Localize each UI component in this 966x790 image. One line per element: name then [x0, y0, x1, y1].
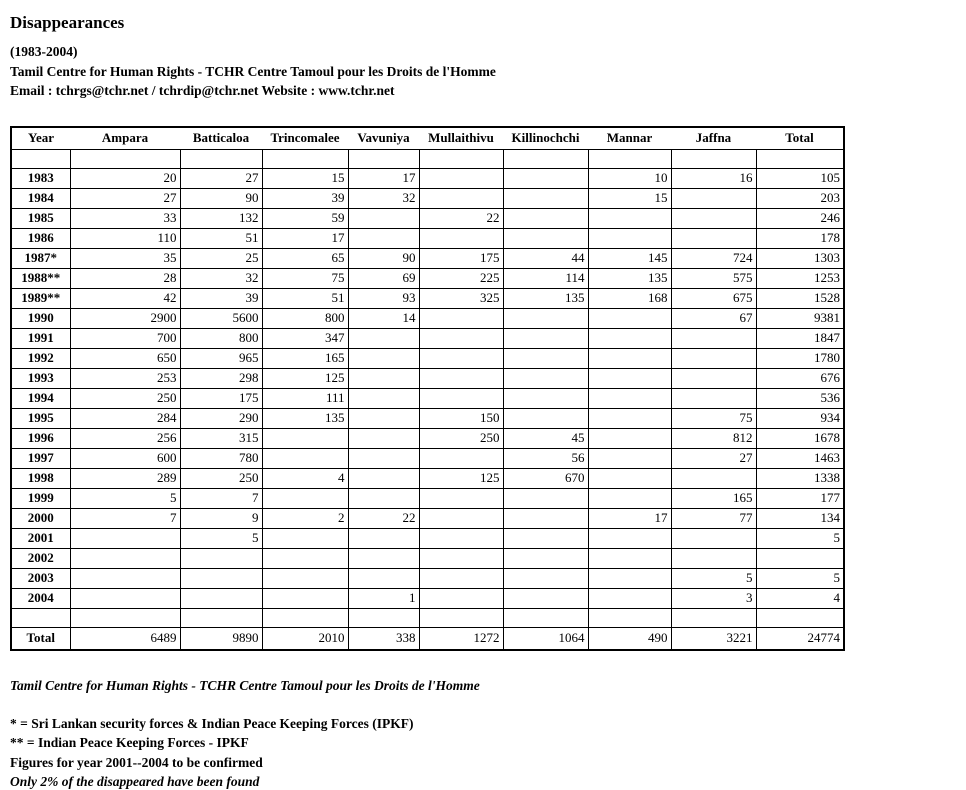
spacer-cell: [11, 608, 70, 627]
cell-trincomalee: [262, 528, 348, 548]
cell-vavuniya: 69: [348, 268, 419, 288]
cell-batticaloa: 5600: [180, 308, 262, 328]
total-cell-batticaloa: 9890: [180, 627, 262, 650]
cell-ampara: 110: [70, 228, 180, 248]
cell-jaffna: 27: [671, 448, 756, 468]
cell-mannar: 145: [588, 248, 671, 268]
cell-batticaloa: 51: [180, 228, 262, 248]
cell-batticaloa: [180, 548, 262, 568]
table-row: [11, 508, 844, 528]
cell-trincomalee: [262, 548, 348, 568]
cell-trincomalee: [262, 568, 348, 588]
spacer-cell: [419, 149, 503, 168]
cell-batticaloa: 5: [180, 528, 262, 548]
table-row: [11, 408, 844, 428]
cell-mullaithivu: [419, 568, 503, 588]
cell-trincomalee: [262, 488, 348, 508]
cell-batticaloa: 39: [180, 288, 262, 308]
cell-killinochchi: 135: [503, 288, 588, 308]
year-cell: 1985: [11, 208, 70, 228]
cell-jaffna: [671, 388, 756, 408]
cell-vavuniya: 14: [348, 308, 419, 328]
cell-vavuniya: [348, 528, 419, 548]
cell-jaffna: [671, 208, 756, 228]
cell-vavuniya: [348, 208, 419, 228]
cell-vavuniya: 93: [348, 288, 419, 308]
spacer-cell: [756, 149, 844, 168]
cell-mullaithivu: [419, 388, 503, 408]
year-cell: 1998: [11, 468, 70, 488]
cell-trincomalee: 39: [262, 188, 348, 208]
cell-mullaithivu: 175: [419, 248, 503, 268]
year-cell: 1987*: [11, 248, 70, 268]
cell-vavuniya: 32: [348, 188, 419, 208]
cell-total: 5: [756, 528, 844, 548]
cell-total: 105: [756, 168, 844, 188]
cell-killinochchi: [503, 348, 588, 368]
cell-total: 246: [756, 208, 844, 228]
cell-batticaloa: 965: [180, 348, 262, 368]
column-header-killinochchi: Killinochchi: [503, 127, 588, 150]
cell-vavuniya: [348, 448, 419, 468]
cell-vavuniya: [348, 228, 419, 248]
year-cell: 1988**: [11, 268, 70, 288]
cell-mannar: [588, 228, 671, 248]
cell-killinochchi: 45: [503, 428, 588, 448]
cell-mannar: [588, 408, 671, 428]
cell-mullaithivu: 22: [419, 208, 503, 228]
table-row: [11, 308, 844, 328]
cell-total: 5: [756, 568, 844, 588]
cell-batticaloa: 90: [180, 188, 262, 208]
cell-killinochchi: [503, 548, 588, 568]
cell-total: [756, 548, 844, 568]
cell-trincomalee: 15: [262, 168, 348, 188]
footnote-star: * = Sri Lankan security forces & Indian Peace Keeping Forces (IPKF): [10, 715, 414, 731]
year-cell: 2002: [11, 548, 70, 568]
cell-batticaloa: 9: [180, 508, 262, 528]
cell-vavuniya: [348, 348, 419, 368]
table-row: [11, 208, 844, 228]
spacer-cell: [180, 608, 262, 627]
year-cell: 1996: [11, 428, 70, 448]
cell-total: 1780: [756, 348, 844, 368]
total-cell-vavuniya: 338: [348, 627, 419, 650]
cell-batticaloa: 780: [180, 448, 262, 468]
cell-jaffna: [671, 528, 756, 548]
cell-total: 676: [756, 368, 844, 388]
cell-killinochchi: [503, 168, 588, 188]
cell-total: 4: [756, 588, 844, 608]
cell-total: 203: [756, 188, 844, 208]
cell-mannar: [588, 548, 671, 568]
table-row: [11, 548, 844, 568]
cell-killinochchi: 56: [503, 448, 588, 468]
cell-ampara: 250: [70, 388, 180, 408]
cell-batticaloa: 298: [180, 368, 262, 388]
cell-mannar: [588, 208, 671, 228]
cell-mullaithivu: 150: [419, 408, 503, 428]
cell-total: 934: [756, 408, 844, 428]
spacer-cell: [671, 608, 756, 627]
cell-trincomalee: [262, 448, 348, 468]
cell-jaffna: 812: [671, 428, 756, 448]
cell-jaffna: 575: [671, 268, 756, 288]
cell-total: 177: [756, 488, 844, 508]
cell-killinochchi: [503, 528, 588, 548]
page-subtitle-years: (1983-2004): [10, 44, 78, 59]
cell-trincomalee: 135: [262, 408, 348, 428]
cell-killinochchi: [503, 308, 588, 328]
cell-vavuniya: [348, 468, 419, 488]
total-cell-trincomalee: 2010: [262, 627, 348, 650]
cell-vavuniya: 90: [348, 248, 419, 268]
cell-trincomalee: 75: [262, 268, 348, 288]
cell-batticaloa: [180, 568, 262, 588]
year-cell: 2000: [11, 508, 70, 528]
cell-jaffna: 67: [671, 308, 756, 328]
cell-ampara: 253: [70, 368, 180, 388]
cell-mannar: [588, 488, 671, 508]
cell-trincomalee: 2: [262, 508, 348, 528]
cell-ampara: 42: [70, 288, 180, 308]
cell-ampara: 600: [70, 448, 180, 468]
cell-trincomalee: 4: [262, 468, 348, 488]
table-row: [11, 488, 844, 508]
cell-vavuniya: [348, 428, 419, 448]
cell-ampara: 289: [70, 468, 180, 488]
cell-batticaloa: 7: [180, 488, 262, 508]
cell-mannar: [588, 428, 671, 448]
cell-ampara: 20: [70, 168, 180, 188]
cell-mullaithivu: [419, 328, 503, 348]
cell-vavuniya: [348, 368, 419, 388]
cell-ampara: [70, 548, 180, 568]
cell-jaffna: 165: [671, 488, 756, 508]
cell-mullaithivu: [419, 528, 503, 548]
cell-killinochchi: 670: [503, 468, 588, 488]
cell-mullaithivu: [419, 308, 503, 328]
cell-vavuniya: [348, 488, 419, 508]
spacer-cell: [588, 149, 671, 168]
table-row: [11, 328, 844, 348]
cell-mullaithivu: [419, 588, 503, 608]
cell-mullaithivu: [419, 368, 503, 388]
footnote-confirm: Figures for year 2001--2004 to be confirmed: [10, 754, 263, 770]
column-header-ampara: Ampara: [70, 127, 180, 150]
total-cell-ampara: 6489: [70, 627, 180, 650]
cell-batticaloa: 175: [180, 388, 262, 408]
cell-jaffna: 5: [671, 568, 756, 588]
column-header-vavuniya: Vavuniya: [348, 127, 419, 150]
cell-mullaithivu: 325: [419, 288, 503, 308]
year-cell: 1983: [11, 168, 70, 188]
spacer-cell: [588, 608, 671, 627]
cell-trincomalee: 17: [262, 228, 348, 248]
spacer-cell: [180, 149, 262, 168]
year-cell: 1995: [11, 408, 70, 428]
spacer-cell: [70, 149, 180, 168]
cell-mullaithivu: [419, 188, 503, 208]
column-header-trincomalee: Trincomalee: [262, 127, 348, 150]
cell-mannar: [588, 328, 671, 348]
cell-jaffna: 75: [671, 408, 756, 428]
total-cell-total: 24774: [756, 627, 844, 650]
year-cell: 1990: [11, 308, 70, 328]
table-row: [11, 168, 844, 188]
cell-ampara: 33: [70, 208, 180, 228]
cell-total: 1463: [756, 448, 844, 468]
cell-total: 1678: [756, 428, 844, 448]
cell-ampara: 35: [70, 248, 180, 268]
cell-batticaloa: [180, 588, 262, 608]
table-row: [11, 288, 844, 308]
cell-ampara: 5: [70, 488, 180, 508]
cell-mannar: 135: [588, 268, 671, 288]
cell-trincomalee: 51: [262, 288, 348, 308]
cell-mannar: [588, 468, 671, 488]
cell-total: 536: [756, 388, 844, 408]
cell-ampara: 27: [70, 188, 180, 208]
cell-trincomalee: 125: [262, 368, 348, 388]
spacer-cell: [348, 608, 419, 627]
cell-killinochchi: [503, 568, 588, 588]
cell-killinochchi: 44: [503, 248, 588, 268]
column-header-year: Year: [11, 127, 70, 150]
year-cell: 1999: [11, 488, 70, 508]
cell-mullaithivu: [419, 348, 503, 368]
table-row: [11, 368, 844, 388]
spacer-cell: [70, 608, 180, 627]
cell-vavuniya: [348, 388, 419, 408]
cell-ampara: [70, 528, 180, 548]
cell-mannar: [588, 588, 671, 608]
cell-vavuniya: 17: [348, 168, 419, 188]
cell-killinochchi: [503, 208, 588, 228]
cell-ampara: 284: [70, 408, 180, 428]
organisation-line: Tamil Centre for Human Rights - TCHR Centre Tamoul pour les Droits de l'Homme: [10, 63, 496, 79]
cell-killinochchi: [503, 228, 588, 248]
year-cell: 1986: [11, 228, 70, 248]
table-row: [11, 588, 844, 608]
cell-mannar: 10: [588, 168, 671, 188]
cell-trincomalee: 347: [262, 328, 348, 348]
cell-jaffna: 3: [671, 588, 756, 608]
cell-batticaloa: 25: [180, 248, 262, 268]
cell-batticaloa: 32: [180, 268, 262, 288]
cell-mullaithivu: 125: [419, 468, 503, 488]
cell-total: 134: [756, 508, 844, 528]
cell-killinochchi: [503, 508, 588, 528]
cell-vavuniya: [348, 548, 419, 568]
table-row: [11, 468, 844, 488]
cell-ampara: 7: [70, 508, 180, 528]
year-cell: 1989**: [11, 288, 70, 308]
cell-ampara: 650: [70, 348, 180, 368]
cell-killinochchi: [503, 188, 588, 208]
cell-ampara: [70, 588, 180, 608]
cell-jaffna: [671, 468, 756, 488]
cell-mannar: [588, 308, 671, 328]
cell-vavuniya: [348, 328, 419, 348]
cell-vavuniya: [348, 568, 419, 588]
cell-jaffna: 16: [671, 168, 756, 188]
cell-jaffna: 675: [671, 288, 756, 308]
table-row: [11, 188, 844, 208]
cell-batticaloa: 315: [180, 428, 262, 448]
table-row: [11, 448, 844, 468]
total-label-cell: Total: [11, 627, 70, 650]
cell-mullaithivu: [419, 548, 503, 568]
spacer-cell: [348, 149, 419, 168]
cell-total: 1338: [756, 468, 844, 488]
year-cell: 1994: [11, 388, 70, 408]
cell-killinochchi: [503, 408, 588, 428]
cell-jaffna: 724: [671, 248, 756, 268]
column-header-mannar: Mannar: [588, 127, 671, 150]
cell-mannar: [588, 368, 671, 388]
table-row: [11, 248, 844, 268]
column-header-batticaloa: Batticaloa: [180, 127, 262, 150]
year-cell: 1993: [11, 368, 70, 388]
spacer-row: [11, 149, 844, 168]
cell-total: 1847: [756, 328, 844, 348]
cell-trincomalee: 111: [262, 388, 348, 408]
year-cell: 1991: [11, 328, 70, 348]
cell-mannar: 15: [588, 188, 671, 208]
cell-trincomalee: 800: [262, 308, 348, 328]
cell-batticaloa: 800: [180, 328, 262, 348]
table-row: [11, 568, 844, 588]
cell-vavuniya: 22: [348, 508, 419, 528]
cell-killinochchi: [503, 368, 588, 388]
cell-trincomalee: [262, 428, 348, 448]
total-row: [11, 627, 844, 650]
cell-total: 1303: [756, 248, 844, 268]
column-header-total: Total: [756, 127, 844, 150]
cell-trincomalee: [262, 588, 348, 608]
table-row: [11, 348, 844, 368]
cell-ampara: [70, 568, 180, 588]
cell-jaffna: [671, 348, 756, 368]
contact-line: Email : tchrgs@tchr.net / tchrdip@tchr.net Website : www.tchr.net: [10, 83, 395, 98]
spacer-cell: [756, 608, 844, 627]
spacer-cell: [503, 149, 588, 168]
cell-ampara: 700: [70, 328, 180, 348]
cell-killinochchi: [503, 588, 588, 608]
table-row: [11, 428, 844, 448]
cell-mullaithivu: [419, 508, 503, 528]
total-cell-killinochchi: 1064: [503, 627, 588, 650]
spacer-cell: [671, 149, 756, 168]
footnote-found: Only 2% of the disappeared have been found: [10, 774, 260, 789]
cell-vavuniya: 1: [348, 588, 419, 608]
cell-mullaithivu: [419, 168, 503, 188]
cell-killinochchi: [503, 328, 588, 348]
table-row: [11, 528, 844, 548]
table-row: [11, 268, 844, 288]
year-cell: 1997: [11, 448, 70, 468]
cell-batticaloa: 27: [180, 168, 262, 188]
cell-total: 1528: [756, 288, 844, 308]
column-header-jaffna: Jaffna: [671, 127, 756, 150]
cell-ampara: 256: [70, 428, 180, 448]
year-cell: 2003: [11, 568, 70, 588]
column-header-mullaithivu: Mullaithivu: [419, 127, 503, 150]
cell-mannar: [588, 528, 671, 548]
spacer-cell: [419, 608, 503, 627]
cell-mullaithivu: [419, 488, 503, 508]
cell-mullaithivu: [419, 448, 503, 468]
cell-mullaithivu: [419, 228, 503, 248]
cell-jaffna: [671, 228, 756, 248]
cell-mannar: 17: [588, 508, 671, 528]
spacer-row: [11, 608, 844, 627]
year-cell: 2001: [11, 528, 70, 548]
cell-mullaithivu: 250: [419, 428, 503, 448]
cell-batticaloa: 250: [180, 468, 262, 488]
spacer-cell: [262, 608, 348, 627]
footer-organisation-line: Tamil Centre for Human Rights - TCHR Centre Tamoul pour les Droits de l'Homme: [10, 677, 480, 693]
year-cell: 1984: [11, 188, 70, 208]
total-cell-jaffna: 3221: [671, 627, 756, 650]
total-cell-mullaithivu: 1272: [419, 627, 503, 650]
cell-mannar: [588, 388, 671, 408]
cell-killinochchi: [503, 388, 588, 408]
year-cell: 1992: [11, 348, 70, 368]
cell-killinochchi: 114: [503, 268, 588, 288]
cell-trincomalee: 165: [262, 348, 348, 368]
cell-ampara: 28: [70, 268, 180, 288]
cell-total: 178: [756, 228, 844, 248]
total-cell-mannar: 490: [588, 627, 671, 650]
cell-jaffna: 77: [671, 508, 756, 528]
cell-jaffna: [671, 188, 756, 208]
cell-mannar: [588, 348, 671, 368]
table-header-row: [11, 127, 844, 150]
cell-trincomalee: 59: [262, 208, 348, 228]
page-title: Disappearances: [10, 13, 125, 32]
cell-batticaloa: 132: [180, 208, 262, 228]
cell-mullaithivu: 225: [419, 268, 503, 288]
spacer-cell: [503, 608, 588, 627]
footnote-double-star: ** = Indian Peace Keeping Forces - IPKF: [10, 735, 249, 750]
spacer-cell: [11, 149, 70, 168]
table-row: [11, 388, 844, 408]
cell-mannar: [588, 568, 671, 588]
spacer-cell: [262, 149, 348, 168]
cell-killinochchi: [503, 488, 588, 508]
year-cell: 2004: [11, 588, 70, 608]
cell-batticaloa: 290: [180, 408, 262, 428]
cell-jaffna: [671, 368, 756, 388]
cell-vavuniya: [348, 408, 419, 428]
table-row: [11, 228, 844, 248]
footnotes: [10, 714, 966, 790]
cell-jaffna: [671, 548, 756, 568]
cell-jaffna: [671, 328, 756, 348]
disappearances-table: [10, 126, 845, 651]
cell-ampara: 2900: [70, 308, 180, 328]
cell-total: 1253: [756, 268, 844, 288]
cell-trincomalee: 65: [262, 248, 348, 268]
cell-total: 9381: [756, 308, 844, 328]
cell-mannar: 168: [588, 288, 671, 308]
cell-mannar: [588, 448, 671, 468]
